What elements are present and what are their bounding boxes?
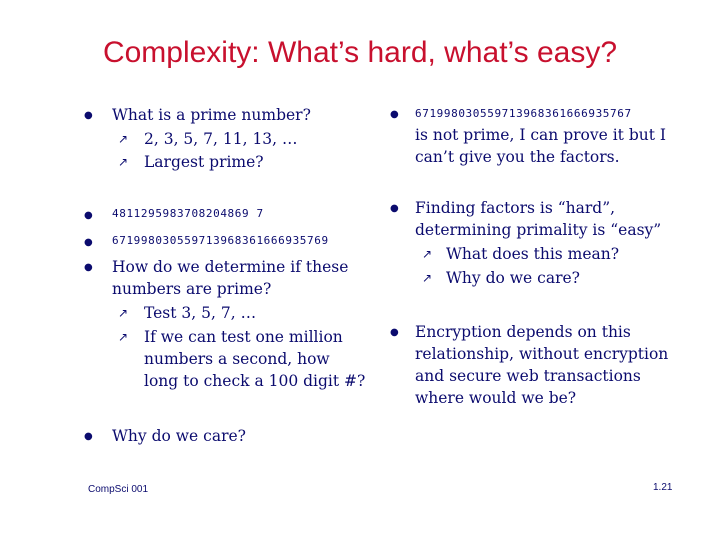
footer-page-number: 1.21 (653, 482, 673, 493)
right-item-not-prime-line2: can’t give you the factors. (415, 148, 620, 166)
right-item-not-prime-line1: is not prime, I can prove it but I (415, 126, 667, 144)
right-item-encryption-line3: and secure web transactions (415, 367, 641, 385)
right-item-encryption-line4: where would we be? (415, 389, 577, 407)
slide-title: Complexity: What’s hard, what’s easy? (102, 36, 618, 69)
left-item-prime-question: What is a prime number? (112, 106, 311, 124)
sub-bullet-icon: ↗ (422, 247, 433, 261)
right-item-factors-line1: Finding factors is “hard”, (415, 199, 616, 217)
bullet-icon: ● (84, 431, 93, 442)
right-item-encryption-line1: Encryption depends on this (415, 323, 631, 341)
sub-bullet-icon: ↗ (118, 306, 129, 320)
right-sub-what-mean: What does this mean? (446, 245, 620, 263)
right-sub-why-care: Why do we care? (446, 269, 580, 287)
left-sub-primes-list: 2, 3, 5, 7, 11, 13, … (144, 130, 298, 148)
left-sub-million-line3: long to check a 100 digit #? (144, 372, 366, 390)
left-item-determine-line2: numbers are prime? (112, 280, 272, 298)
bullet-icon: ● (390, 203, 399, 214)
sub-bullet-icon: ↗ (118, 155, 129, 169)
right-item-factors-line2: determining primality is “easy” (415, 221, 662, 239)
footer-course: CompSci 001 (88, 484, 149, 495)
bullet-icon: ● (84, 110, 93, 121)
left-number-1: 4811295983708204869 7 (112, 207, 264, 220)
bullet-icon: ● (84, 262, 93, 273)
sub-bullet-icon: ↗ (422, 271, 433, 285)
sub-bullet-icon: ↗ (118, 132, 129, 146)
bullet-icon: ● (390, 109, 399, 120)
bullet-icon: ● (390, 327, 399, 338)
bullet-icon: ● (84, 210, 93, 221)
right-item-encryption-line2: relationship, without encryption (415, 345, 669, 363)
bullet-icon: ● (84, 237, 93, 248)
left-sub-test: Test 3, 5, 7, … (144, 304, 257, 322)
sub-bullet-icon: ↗ (118, 330, 129, 344)
left-sub-million-line2: numbers a second, how (144, 350, 330, 368)
left-item-why-care: Why do we care? (112, 427, 246, 445)
left-number-2: 671998030559713968361666935769 (112, 234, 329, 247)
left-item-determine-line1: How do we determine if these (112, 258, 349, 276)
left-sub-largest-prime: Largest prime? (144, 153, 264, 171)
right-number: 671998030559713968361666935767 (415, 107, 632, 120)
left-sub-million-line1: If we can test one million (144, 328, 343, 346)
